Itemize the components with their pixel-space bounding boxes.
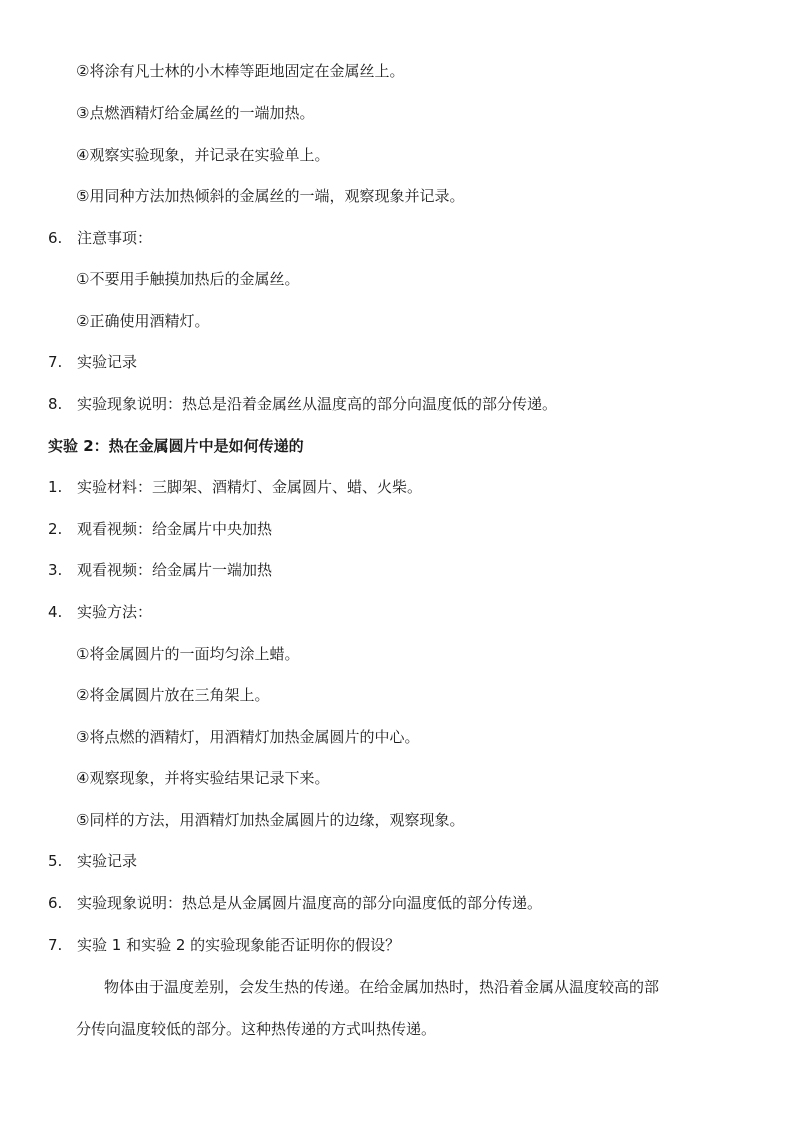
item-text: 实验现象说明：热总是从金属圆片温度高的部分向温度低的部分传递。	[77, 894, 543, 912]
step-2: ②将涂有凡士林的小木棒等距地固定在金属丝上。	[76, 62, 405, 80]
item-number: 4.	[48, 603, 63, 621]
method-step-3: ③将点燃的酒精灯，用酒精灯加热金属圆片的中心。	[76, 728, 420, 746]
note-2: ②正确使用酒精灯。	[76, 312, 210, 330]
item-text: 实验记录	[77, 353, 138, 371]
item-text: 实验方法：	[77, 603, 153, 621]
method-step-5: ⑤同样的方法，用酒精灯加热金属圆片的边缘，观察现象。	[76, 811, 465, 829]
conclusion-paragraph-line-1: 物体由于温度差别，会发生热的传递。在给金属加热时，热沿着金属从温度较高的部	[104, 978, 660, 996]
method-step-1: ①将金属圆片的一面均匀涂上蜡。	[76, 645, 300, 663]
item-text: 注意事项：	[77, 229, 153, 247]
method-step-2: ②将金属圆片放在三角架上。	[76, 686, 270, 704]
method-step-4: ④观察现象，并将实验结果记录下来。	[76, 769, 330, 787]
note-1: ①不要用手触摸加热后的金属丝。	[76, 270, 300, 288]
item-text: 实验现象说明：热总是沿着金属丝从温度高的部分向温度低的部分传递。	[77, 395, 558, 413]
item-text: 实验 1 和实验 2 的实验现象能否证明你的假设？	[77, 936, 401, 954]
conclusion-paragraph-line-2: 分传向温度较低的部分。这种热传递的方式叫热传递。	[76, 1020, 437, 1038]
step-4: ④观察实验现象，并记录在实验单上。	[76, 146, 330, 164]
item-number: 3.	[48, 561, 63, 579]
item-text: 观看视频：给金属片一端加热	[77, 561, 273, 579]
item-number: 7.	[48, 353, 63, 371]
item-number: 7.	[48, 936, 63, 954]
item-text: 实验记录	[77, 852, 138, 870]
item-text: 观看视频：给金属片中央加热	[77, 520, 273, 538]
item-number: 2.	[48, 520, 63, 538]
item-number: 6.	[48, 229, 63, 247]
section-heading: 实验 2：热在金属圆片中是如何传递的	[48, 437, 304, 455]
step-3: ③点燃酒精灯给金属丝的一端加热。	[76, 104, 315, 122]
item-number: 5.	[48, 852, 63, 870]
item-number: 1.	[48, 478, 63, 496]
item-number: 8.	[48, 395, 63, 413]
step-5: ⑤用同种方法加热倾斜的金属丝的一端，观察现象并记录。	[76, 187, 465, 205]
item-number: 6.	[48, 894, 63, 912]
item-text: 实验材料：三脚架、酒精灯、金属圆片、蜡、火柴。	[77, 478, 423, 496]
